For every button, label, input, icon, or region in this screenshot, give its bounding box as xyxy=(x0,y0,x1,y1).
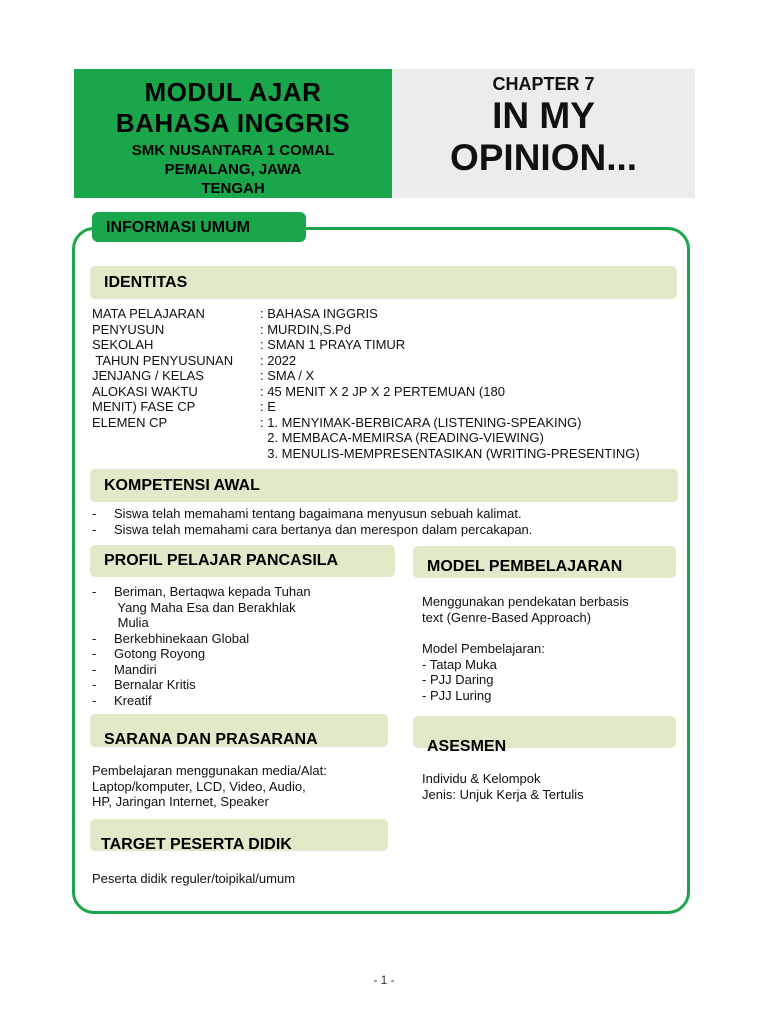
chapter-block xyxy=(392,69,695,198)
kompetensi-text: Siswa telah memahami cara bertanya dan merespon dalam percakapan. xyxy=(114,521,533,537)
model-item: - Tatap Muka xyxy=(422,656,497,672)
asesmen-heading: ASESMEN xyxy=(413,716,676,748)
identitas-value: : 2022 xyxy=(260,352,297,368)
profil-text: Gotong Royong xyxy=(114,646,206,661)
identitas-value: : MURDIN,S.Pd xyxy=(260,321,352,337)
identitas-row xyxy=(92,353,682,369)
identitas-label: MATA PELAJARAN xyxy=(92,306,205,321)
kompetensi-item xyxy=(92,522,682,538)
kompetensi-heading: KOMPETENSI AWAL xyxy=(90,469,678,502)
identitas-row xyxy=(92,430,682,446)
sarana-section xyxy=(92,763,392,810)
identitas-value: : E xyxy=(260,399,276,414)
profil-item xyxy=(92,693,392,709)
profil-text: Kreatif xyxy=(114,692,152,708)
model-desc-line1: Menggunakan pendekatan berbasis xyxy=(422,594,629,609)
asesmen-section xyxy=(422,771,678,802)
profil-item xyxy=(92,584,392,631)
profil-text: Beriman, Bertaqwa kepada Tuhan xyxy=(114,584,311,599)
chapter-title-line1: IN MY xyxy=(492,95,595,136)
school-line3: TENGAH xyxy=(201,180,265,197)
identitas-label: ALOKASI WAKTU xyxy=(92,383,198,399)
identitas-row xyxy=(92,446,682,462)
identitas-label: SEKOLAH xyxy=(92,337,154,352)
module-title-line2: BAHASA INGGRIS xyxy=(115,108,351,138)
bullet-dash: - xyxy=(92,521,97,537)
chapter-title-line2: OPINION... xyxy=(449,137,638,178)
profil-item xyxy=(92,631,392,647)
identitas-row xyxy=(92,384,682,400)
chapter-number: CHAPTER 7 xyxy=(492,74,595,94)
school-line2: PEMALANG, JAWA xyxy=(164,161,302,178)
identitas-heading: IDENTITAS xyxy=(90,266,677,299)
info-tab: INFORMASI UMUM xyxy=(92,212,306,242)
sarana-line: Pembelajaran menggunakan media/Alat: xyxy=(92,763,327,778)
identitas-row xyxy=(92,337,682,353)
module-title-block xyxy=(74,69,392,198)
page-number: - 1 - xyxy=(373,973,395,987)
profil-item xyxy=(92,677,392,693)
identitas-label xyxy=(92,446,260,462)
profil-text: Berkebhinekaan Global xyxy=(114,630,250,646)
identitas-row xyxy=(92,415,682,431)
bullet-dash: - xyxy=(92,692,97,708)
identitas-label: ELEMEN CP xyxy=(92,414,168,430)
identitas-value: : SMAN 1 PRAYA TIMUR xyxy=(260,337,406,352)
profil-text: Mandiri xyxy=(114,661,157,677)
profil-text: Mulia xyxy=(114,615,149,630)
profil-item xyxy=(92,662,392,678)
profil-item xyxy=(92,646,392,662)
target-heading: TARGET PESERTA DIDIK xyxy=(90,819,388,851)
identitas-value: : 1. MENYIMAK-BERBICARA (LISTENING-SPEAKING) xyxy=(260,414,582,430)
model-item: - PJJ Daring xyxy=(422,672,494,687)
profil-heading: PROFIL PELAJAR PANCASILA xyxy=(90,545,395,577)
module-title-line1: MODUL AJAR xyxy=(144,77,322,107)
bullet-dash: - xyxy=(92,646,97,661)
profil-list xyxy=(92,584,392,708)
identitas-label: MENIT) FASE CP xyxy=(92,399,196,414)
identitas-label xyxy=(92,430,260,446)
kompetensi-list xyxy=(92,506,682,537)
identitas-table xyxy=(92,306,682,461)
profil-text: Yang Maha Esa dan Berakhlak xyxy=(114,599,296,615)
kompetensi-text: Siswa telah memahami tentang bagaimana menyusun sebuah kalimat. xyxy=(114,506,522,521)
identitas-value: : SMA / X xyxy=(260,368,315,383)
model-item: - PJJ Luring xyxy=(422,687,492,703)
identitas-label: PENYUSUN xyxy=(92,321,165,337)
bullet-dash: - xyxy=(92,630,97,646)
kompetensi-item xyxy=(92,506,682,522)
school-line1: SMK NUSANTARA 1 COMAL xyxy=(131,142,335,159)
sarana-line: Laptop/komputer, LCD, Video, Audio, xyxy=(92,778,306,794)
identitas-label: TAHUN PENYUSUNAN xyxy=(92,352,234,368)
bullet-dash: - xyxy=(92,584,97,599)
identitas-value: 3. MENULIS-MEMPRESENTASIKAN (WRITING-PRESENTING) xyxy=(260,445,640,461)
model-sub-heading: Model Pembelajaran: xyxy=(422,641,545,656)
bullet-dash: - xyxy=(92,677,97,692)
identitas-row xyxy=(92,399,682,415)
model-desc-line2: text (Genre-Based Approach) xyxy=(422,609,592,625)
identitas-row xyxy=(92,368,682,384)
sarana-heading: SARANA DAN PRASARANA xyxy=(90,714,388,747)
model-heading: MODEL PEMBELAJARAN xyxy=(413,546,676,578)
asesmen-line: Jenis: Unjuk Kerja & Tertulis xyxy=(422,786,584,802)
identitas-value: : 45 MENIT X 2 JP X 2 PERTEMUAN (180 xyxy=(260,383,505,399)
identitas-row xyxy=(92,322,682,338)
identitas-value: 2. MEMBACA-MEMIRSA (READING-VIEWING) xyxy=(260,430,544,445)
target-text: Peserta didik reguler/toipikal/umum xyxy=(92,871,296,886)
profil-text: Bernalar Kritis xyxy=(114,677,196,692)
sarana-line: HP, Jaringan Internet, Speaker xyxy=(92,794,269,809)
identitas-row xyxy=(92,306,682,322)
bullet-dash: - xyxy=(92,661,97,677)
identitas-value: : BAHASA INGGRIS xyxy=(260,306,378,321)
identitas-label: JENJANG / KELAS xyxy=(92,368,204,383)
asesmen-line: Individu & Kelompok xyxy=(422,771,541,786)
bullet-dash: - xyxy=(92,506,97,521)
model-section xyxy=(422,594,678,703)
